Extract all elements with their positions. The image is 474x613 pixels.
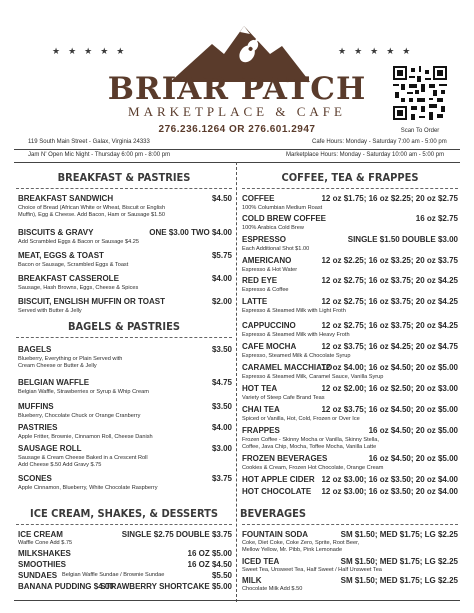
price-fountain-soda: SM $1.50; MED $1.75; LG $2.25 — [340, 530, 458, 539]
item-caramel-macchiato: CARAMEL MACCHIATO — [242, 363, 333, 372]
item-red-eye: RED EYE — [242, 276, 278, 285]
desc-muffins: Blueberry, Chocolate Chuck or Orange Cranberry — [18, 413, 141, 419]
item-cafe-mocha: CAFE MOCHA — [242, 342, 297, 351]
price-hot-chocolate: 12 oz $3.00; 16 oz $3.50; 20 oz $4.00 — [321, 487, 458, 496]
section-coffee: COFFEE, TEA & FRAPPES — [281, 171, 419, 184]
item-frappes: FRAPPES — [242, 426, 280, 435]
desc-belgian-waffle: Belgian Waffle, Strawberries or Syrup & Whip Cream — [18, 389, 149, 395]
desc-pastries: Apple Fritter, Brownie, Cinnamon Roll, Cheese Danish — [18, 434, 153, 440]
item-cold-brew: COLD BREW COFFEE — [242, 214, 326, 223]
item-banana-pudding: BANANA PUDDING $4.00 — [18, 582, 114, 591]
item-sundaes: SUNDAES — [18, 571, 58, 580]
desc-biscuit-muffin-toast: Served with Butter & Jelly — [18, 308, 82, 314]
item-hot-apple-cider: HOT APPLE CIDER — [242, 475, 315, 484]
price-frozen-beverages: 16 oz $4.50; 20 oz $5.00 — [368, 454, 458, 463]
cafe-hours: Cafe Hours: Monday - Saturday 7:00 am - 5:00 pm — [312, 139, 447, 145]
stars-left: ★★★★★ — [52, 46, 133, 56]
brand-name: BRIAR PATCH — [107, 71, 367, 107]
desc-sundaes: Belgian Waffle Sundae / Brownie Sundae — [62, 572, 165, 578]
desc-bagels-2: Cream Cheese or Butter & Jelly — [18, 363, 97, 369]
price-smoothies: 16 OZ $4.50 — [187, 560, 232, 569]
price-chai-tea: 12 oz $3.75; 16 oz $4.50; 20 oz $5.00 — [321, 405, 458, 414]
desc-espresso: Each Additional Shot $1.00 — [242, 246, 310, 252]
price-iced-tea: SM $1.50; MED $1.75; LG $2.25 — [340, 557, 458, 566]
column-divider — [236, 162, 237, 602]
price-breakfast-casserole: $4.00 — [211, 274, 232, 283]
desc-milk: Chocolate Milk Add $.50 — [242, 586, 303, 592]
desc-red-eye: Espresso & Coffee — [242, 287, 289, 293]
open-mic: Jam N' Open Mic Night - Thursday 6:00 pm - 8:00 pm — [28, 152, 171, 158]
item-frozen-beverages: FROZEN BEVERAGES — [242, 454, 328, 463]
section-icecream-underline — [16, 524, 232, 525]
section-coffee-underline — [242, 188, 458, 189]
desc-cold-brew: 100% Arabica Cold Brew — [242, 225, 304, 231]
price-bagels: $3.50 — [211, 345, 232, 354]
item-hot-chocolate: HOT CHOCOLATE — [242, 487, 312, 496]
item-muffins: MUFFINS — [18, 402, 54, 411]
desc-frappes-1: Frozen Coffee - Skinny Mocha or Vanilla, Skinny Stella, — [242, 437, 379, 443]
address: 119 South Main Street - Galax, Virginia 24333 — [28, 139, 150, 145]
item-ice-cream: ICE CREAM — [18, 530, 63, 539]
item-milkshakes: MILKSHAKES — [18, 549, 71, 558]
price-cafe-mocha: 12 oz $3.75; 16 oz $4.25; 20 oz $4.75 — [321, 342, 458, 351]
qr-label: Scan To Order — [400, 128, 440, 134]
price-cappuccino: 12 oz $2.75; 16 oz $3.75; 20 oz $4.25 — [321, 321, 458, 330]
price-coffee: 12 oz $1.75; 16 oz $2.25; 20 oz $2.75 — [321, 194, 458, 203]
desc-latte: Espresso & Steamed Milk with Light Froth — [242, 308, 346, 314]
price-caramel-macchiato: 12 oz $4.00; 16 oz $4.50; 20 oz $5.00 — [321, 363, 458, 372]
desc-frappes-2: Coffee, Java Chip, Mocha, Toffee Mocha, Vanilla Latte — [242, 444, 377, 450]
section-beverages-underline — [242, 524, 458, 525]
brand-subtitle: MARKETPLACE & CAFE — [128, 104, 346, 119]
price-milk: SM $1.50; MED $1.75; LG $2.25 — [340, 576, 458, 585]
market-hours: Marketplace Hours: Monday - Saturday 10:00 am - 5:00 pm — [286, 152, 445, 158]
item-fountain-soda: FOUNTAIN SODA — [242, 530, 309, 539]
desc-breakfast-casserole: Sausage, Hash Browns, Eggs, Cheese & Spices — [18, 285, 139, 291]
item-chai-tea: CHAI TEA — [242, 405, 280, 414]
price-latte: 12 oz $2.75; 16 oz $3.75; 20 oz $4.25 — [321, 297, 458, 306]
desc-ice-cream: Waffle Cone Add $.75 — [18, 540, 73, 546]
section-bagels: BAGELS & PASTRIES — [67, 320, 180, 333]
price-sausage-roll: $3.00 — [211, 444, 232, 453]
desc-breakfast-sandwich-1: Choice of Bread (African White or Wheat, Biscuit or English — [18, 205, 166, 211]
item-hot-tea: HOT TEA — [242, 384, 278, 393]
header-divider — [14, 149, 460, 150]
item-biscuits-gravy: BISCUITS & GRAVY — [18, 228, 94, 237]
price-ice-cream: SINGLE $2.75 DOUBLE $3.75 — [121, 530, 232, 539]
item-breakfast-sandwich: BREAKFAST SANDWICH — [18, 194, 114, 203]
section-icecream: ICE CREAM, SHAKES, & DESSERTS — [30, 507, 218, 520]
section-beverages: BEVERAGES — [240, 507, 307, 520]
qr-code-icon[interactable] — [393, 66, 447, 120]
desc-frozen-beverages: Cookies & Cream, Frozen Hot Chocolate, Orange Cream — [242, 465, 384, 471]
desc-coffee: 100% Columbian Medium Roast — [242, 205, 323, 211]
desc-americano: Espresso & Hot Water — [242, 267, 298, 273]
price-biscuits-gravy: ONE $3.00 TWO $4.00 — [149, 228, 232, 237]
section-breakfast: BREAKFAST & PASTRIES — [57, 171, 191, 184]
item-coffee: COFFEE — [242, 194, 275, 203]
price-pastries: $4.00 — [211, 423, 232, 432]
desc-caramel-macchiato: Espresso & Steamed Milk, Caramel Sauce, Vanilla Syrup — [242, 374, 384, 380]
price-frappes: 16 oz $4.50; 20 oz $5.00 — [368, 426, 458, 435]
item-pastries: PASTRIES — [18, 423, 58, 432]
item-latte: LATTE — [242, 297, 268, 306]
desc-hot-tea: Variety of Steep Cafe Brand Teas — [242, 395, 325, 401]
price-belgian-waffle: $4.75 — [211, 378, 232, 387]
item-meat-eggs-toast: MEAT, EGGS & TOAST — [18, 251, 104, 260]
price-hot-apple-cider: 12 oz $3.00; 16 oz $3.50; 20 oz $4.00 — [321, 475, 458, 484]
item-milk: MILK — [242, 576, 262, 585]
price-hot-tea: 12 oz $2.00; 16 oz $2.50; 20 oz $3.00 — [321, 384, 458, 393]
item-breakfast-casserole: BREAKFAST CASSEROLE — [18, 274, 119, 283]
desc-meat-eggs-toast: Bacon or Sausage, Scrambled Eggs & Toast — [18, 262, 129, 268]
price-americano: 12 oz $2.25; 16 oz $3.25; 20 oz $3.75 — [321, 256, 458, 265]
stars-right: ★★★★★ — [338, 46, 419, 56]
phone-numbers: 276.236.1264 OR 276.601.2947 — [158, 124, 316, 135]
price-scones: $3.75 — [211, 474, 232, 483]
price-cold-brew: 16 oz $2.75 — [415, 214, 458, 223]
desc-biscuits-gravy: Add Scrambled Eggs & Bacon or Sausage $4.25 — [18, 239, 139, 245]
header-divider-2 — [14, 162, 460, 163]
desc-cafe-mocha: Espresso, Steamed Milk & Chocolate Syrup — [242, 353, 351, 359]
desc-breakfast-sandwich-2: Muffin), Egg & Cheese. Add Bacon, Ham or Sausage $1.50 — [18, 212, 165, 218]
item-smoothies: SMOOTHIES — [18, 560, 67, 569]
item-bagels: BAGELS — [18, 345, 52, 354]
item-iced-tea: ICED TEA — [242, 557, 280, 566]
item-sausage-roll: SAUSAGE ROLL — [18, 444, 82, 453]
section-breakfast-underline — [16, 188, 232, 189]
item-americano: AMERICANO — [242, 256, 292, 265]
footer-divider — [14, 600, 460, 601]
price-sundaes: $5.50 — [211, 571, 232, 580]
item-biscuit-muffin-toast: BISCUIT, ENGLISH MUFFIN OR TOAST — [18, 297, 165, 306]
item-scones: SCONES — [18, 474, 52, 483]
desc-bagels-1: Blueberry, Everything or Plain Served with — [18, 356, 123, 362]
item-espresso: ESPRESSO — [242, 235, 287, 244]
price-biscuit-muffin-toast: $2.00 — [211, 297, 232, 306]
price-red-eye: 12 oz $2.75; 16 oz $3.75; 20 oz $4.25 — [321, 276, 458, 285]
price-meat-eggs-toast: $5.75 — [211, 251, 232, 260]
desc-chai-tea: Spiced or Vanilla, Hot, Cold, Frozen or Over Ice — [242, 416, 360, 422]
section-bagels-underline — [16, 337, 232, 338]
desc-fountain-soda-2: Mellow Yellow, Mr. Pibb, Pink Lemonade — [242, 547, 343, 553]
price-muffins: $3.50 — [211, 402, 232, 411]
desc-sausage-roll-2: Add Cheese $.50 Add Gravy $.75 — [18, 462, 102, 468]
desc-scones: Apple Cinnamon, Blueberry, White Chocolate Raspberry — [18, 485, 158, 491]
item-belgian-waffle: BELGIAN WAFFLE — [18, 378, 90, 387]
item-cappuccino: CAPPUCCINO — [242, 321, 296, 330]
desc-sausage-roll-1: Sausage & Cream Cheese Baked in a Crescent Roll — [18, 455, 148, 461]
desc-cappuccino: Espresso & Steamed Milk with Heavy Froth — [242, 332, 350, 338]
price-strawberry-shortcake: STRAWBERRY SHORTCAKE $5.00 — [100, 582, 232, 591]
desc-fountain-soda-1: Coke, Diet Coke, Coke Zero, Sprite, Root Beer, — [242, 540, 360, 546]
price-milkshakes: 16 OZ $5.00 — [187, 549, 232, 558]
desc-iced-tea: Sweet Tea, Unsweet Tea, Half Sweet / Half Unsweet Tea — [242, 567, 382, 573]
price-breakfast-sandwich: $4.50 — [211, 194, 232, 203]
price-espresso: SINGLE $1.50 DOUBLE $3.00 — [347, 235, 458, 244]
